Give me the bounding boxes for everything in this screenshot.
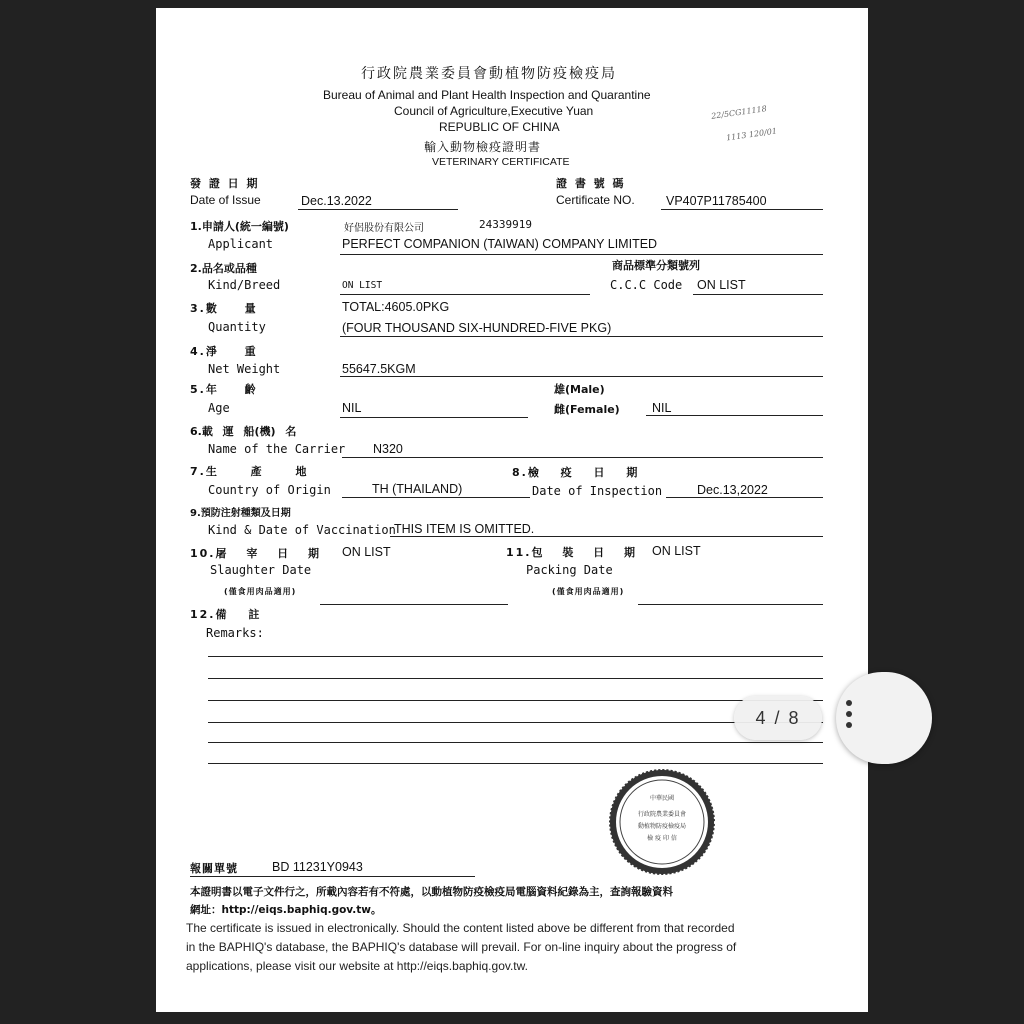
slaughter-value: ON LIST (342, 545, 391, 559)
seal-text-line2: 動植物防疫檢疫局 (637, 823, 687, 830)
ccc-value: ON LIST (697, 278, 746, 292)
handwritten-note-2: 1113 120/01 (725, 126, 778, 143)
age-label-zh: 5.年 齡 (190, 383, 258, 396)
declaration-label-zh: 報關單號 (190, 862, 238, 875)
net-weight-label-zh: 4.淨 重 (190, 345, 258, 358)
bureau-title-en: Bureau of Animal and Plant Health Inspection and Quarantine (323, 88, 651, 102)
viewer-options-button[interactable] (836, 672, 932, 764)
council-name: Council of Agriculture,Executive Yuan (394, 104, 594, 118)
slaughter-label-en: Slaughter Date (210, 563, 312, 577)
remarks-label-zh: 12.備 註 (190, 608, 262, 621)
applicant-label-en: Applicant (208, 237, 274, 251)
country-name: REPUBLIC OF CHINA (439, 120, 560, 134)
declaration-value: BD 11231Y0943 (272, 860, 363, 874)
remarks-line (208, 722, 823, 723)
packing-value: ON LIST (652, 544, 701, 558)
footer-zh-line1: 本證明書以電子文件行之，所載內容若有不符處，以動植物防疫檢疫局電腦資料紀錄為主，查詢報驗資料 (190, 886, 673, 898)
certificate-title-zh: 輸入動物檢疫證明書 (424, 140, 542, 154)
ccc-label-en: C.C.C Code (610, 278, 683, 292)
vaccination-label-en: Kind & Date of Vaccination (208, 523, 396, 537)
footer-en-line2: in the BAPHIQ's database, the BAPHIQ's database will prevail. For on-line inquiry about the progress of (186, 940, 737, 954)
cert-no-label-en: Certificate NO. (556, 193, 635, 207)
net-weight-value: 55647.5KGM (342, 362, 416, 376)
certificate-page (156, 8, 868, 1012)
bureau-title-zh: 行政院農業委員會動植物防疫檢疫局 (361, 66, 617, 82)
inspection-label-zh: 8.檢 疫 日 期 (512, 466, 640, 479)
quantity-words: (FOUR THOUSAND SIX-HUNDRED-FIVE PKG) (342, 321, 612, 335)
remarks-line (208, 763, 823, 764)
certificate-title-en: VETERINARY CERTIFICATE (432, 156, 570, 168)
inspection-label-en: Date of Inspection (532, 484, 663, 498)
kind-label-en: Kind/Breed (208, 278, 281, 292)
carrier-value: N320 (373, 442, 403, 456)
vaccination-value: THIS ITEM IS OMITTED. (394, 522, 535, 536)
male-label: 雄(Male) (554, 383, 605, 396)
inspection-value: Dec.13,2022 (697, 483, 768, 497)
seal-text-line3: 檢 疫 印 信 (647, 835, 677, 842)
seal-text-top: 中華民國 (649, 795, 675, 802)
packing-note: (僅食用肉品適用) (552, 587, 625, 596)
carrier-label-zh: 6.載 運 船(機) 名 (190, 425, 297, 438)
more-vertical-icon (846, 700, 854, 736)
footer-en-line1: The certificate is issued in electronically. Should the content listed above be different from that recorded (186, 921, 735, 935)
age-value: NIL (342, 401, 362, 415)
female-label: 雌(Female) (554, 403, 620, 416)
issue-date-label-en: Date of Issue (190, 193, 261, 207)
applicant-label-zh: 1.申請人(統一編號) (190, 220, 289, 233)
applicant-name-zh: 好侶股份有限公司 (344, 223, 424, 234)
issue-date-label-zh: 發 證 日 期 (190, 177, 260, 190)
age-label-en: Age (208, 401, 230, 415)
cert-no-value: VP407P11785400 (666, 194, 767, 208)
slaughter-note: (僅食用肉品適用) (224, 587, 297, 596)
issue-date-value: Dec.13.2022 (301, 194, 372, 208)
slaughter-label-zh: 10.屠 宰 日 期 (190, 547, 321, 560)
quantity-total: TOTAL:4605.0PKG (342, 300, 450, 314)
footer-en-line3: applications, please visit our website at http://eiqs.baphiq.gov.tw. (186, 959, 528, 973)
sex-value: NIL (652, 401, 672, 415)
quantity-label-zh: 3.數 量 (190, 302, 258, 315)
footer-zh-line2: 網址：http://eiqs.baphiq.gov.tw。 (190, 904, 382, 916)
packing-label-en: Packing Date (526, 563, 613, 577)
origin-value: TH (THAILAND) (372, 482, 463, 496)
remarks-label-en: Remarks: (206, 626, 264, 640)
vaccination-label-zh: 9.預防注射種類及日期 (190, 508, 291, 519)
seal-text-line1: 行政院農業委員會 (637, 811, 687, 818)
packing-label-zh: 11.包 裝 日 期 (506, 546, 637, 559)
page-indicator: 4 / 8 (734, 696, 822, 740)
kind-value: ON LIST (342, 280, 383, 291)
quantity-label-en: Quantity (208, 320, 266, 334)
applicant-tax-id: 24339919 (479, 218, 532, 231)
carrier-label-en: Name of the Carrier (208, 442, 346, 456)
official-seal-icon (608, 768, 716, 876)
ccc-label-zh: 商品標準分類號列 (612, 259, 700, 272)
kind-label-zh: 2.品名或品種 (190, 262, 257, 275)
origin-label-zh: 7.生 產 地 (190, 465, 309, 478)
handwritten-note-1: 22/5CG11118 (710, 104, 768, 121)
cert-no-label-zh: 證 書 號 碼 (556, 177, 626, 190)
origin-label-en: Country of Origin (208, 483, 331, 497)
net-weight-label-en: Net Weight (208, 362, 281, 376)
remarks-line (208, 678, 823, 679)
remarks-line (208, 742, 823, 743)
applicant-name-en: PERFECT COMPANION (TAIWAN) COMPANY LIMITED (342, 237, 658, 251)
remarks-line (208, 700, 823, 701)
remarks-line (208, 656, 823, 657)
